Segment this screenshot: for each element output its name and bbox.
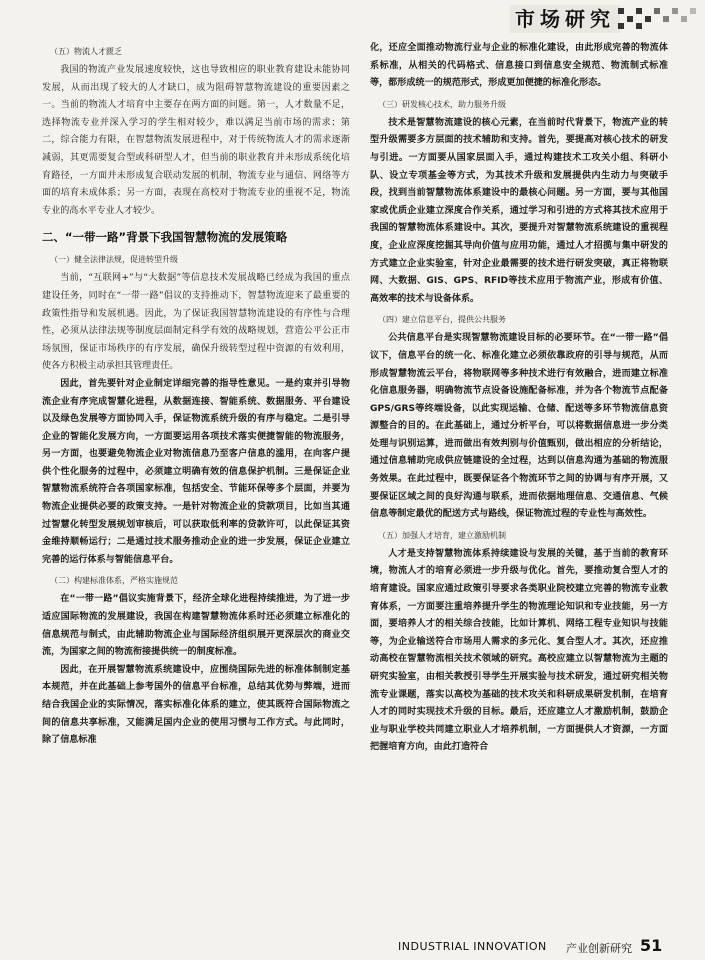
- section-title: 市场研究: [510, 5, 620, 33]
- subsection-heading: （五）物流人才匮乏: [50, 47, 122, 56]
- paragraph: 当前，“互联网+”与“大数据”等信息技术发展战略已经成为我国的重点建设任务，同时在“一带一路”倡议的支持推动下，智慧物流迎来了最重要的政策性指导和发展机遇。因此，为了保证我国智慧物流建设的有序性与合理性，必须从法律法规等制度层面制定科学有效的战略规划，营造公平公正市场氛围，保证市场秩序的有序发展，确保升级转型过程中资源的有效利用，使各方积极主动承担其管理责任。: [42, 273, 350, 372]
- paragraph: 技术是智慧物流建设的核心元素，在当前时代背景下，物流产业的转型升级需要多方层面的技术辅助和支持。首先，要提高对核心技术的研发与引进。一方面要从国家层面入手，通过构建技术工攻关小组、科研小队、设立专项基金等方式，为其技术升级和发展提供内生动力与突破手段，找到当前智慧物流体系建设中的最核心问题。另一方面，要与其他国家或优质企业建立深度合作关系，通过学习和引进的方式将其技术应用于我国的智慧物流体系建设中。其次，要提升对智慧物流系统建设的重视程度，企业应深度挖掘其导向价值与应用功能，通过人才招揽与集中研发的方式建立企业实验室，针对企业最需要的技术进行研发突破，真正将物联网、大数据、GIS、GPS、RFID等技术应用于物流产业，形成有价值、高效率的技术与设备体系。: [370, 117, 668, 304]
- paragraph: 因此，首先要针对企业制定详细完善的指导性意见。一是约束并引导物流企业有序完成智慧化进程，从数据连接、智能系统、数据服务、平台建设以及绿色发展等方面协同入手，保证物流系统升级的有序与稳定。二是引导企业的智能化发展方向，一方面要运用各项技术落实便捷智能的物流服务，另一方面，也要避免物流企业对物流信息乃至客户信息的滥用，在向客户提供个性化服务的过程中，必须建立明确有效的信息保护机制。三是保证企业智慧物流系统符合各项国家标准，包括安全、节能环保等多个层面，并要为物流企业提供必要的政策支持。一是针对物流企业的贷款项目，比如当其通过智慧化转型发展规划审核后，可以获取低利率的贷款许可，以此保证其资金维持顺畅运行；二是通过技术服务推动企业的进一步发展，保证企业建立完善的运行体系与智能信息平台。: [42, 378, 350, 565]
- page-number: 51: [640, 936, 663, 955]
- subsection-heading: （五）加强人才培育，建立激励机制: [378, 530, 506, 540]
- paragraph: 因此，在开展智慧物流系统建设中，应围绕国际先进的标准体制制定基本规范，并在此基础上参考国外的信息平台标准，总结其优势与弊端，进而结合我国企业的实际情况，落实标准化体系的建立，使其既符合国际物流之间的信息共享标准，又能满足国内企业的使用习惯与工作方式。与此同时，除了信息标准: [42, 664, 350, 746]
- journal-name-en: INDUSTRIAL INNOVATION: [398, 940, 547, 953]
- paragraph: 化，还应全面推动物流行业与企业的标准化建设，由此形成完善的物流体系标准，从相关的代码格式、信息接口到信息安全规范、物流制式标准等，都形成统一的规范形式，形成更加便捷的标准化形态。: [370, 43, 668, 89]
- subsection-heading: （一）健全法律法规，促进转型升级: [50, 255, 178, 265]
- section-heading: 二、“一带一路”背景下我国智慧物流的发展策略: [42, 230, 288, 245]
- paragraph: 在“一带一路”倡议实施背景下，经济全球化进程持续推进，为了进一步适应国际物流的发展建设，我国在构建智慧物流体系时还必须建立标准化的信息规范与制式，由此辅助物流企业与国际经济组织展开更深层次的商业交流，为国家之间的物流衔接提供统一的制度标准。: [42, 594, 350, 658]
- paragraph: 公共信息平台是实现智慧物流建设目标的必要环节。在“一带一路”倡议下，信息平台的统一化、标准化建立必须依靠政府的引导与规范，从而形成智慧物流云平台，将物联网等多种技术进行有效融合，进而建立标准化信息服务器，明确物流节点设备设施配备标准，并为各个物流节点配备GPS/GRS等终端设备，以此实现运输、仓储、配送等多环节物流信息资源整合的目的。在此基础上，通过分析平台，可以将数据信息进一步分类处理与识别运算，进而做出有效判别与价值甄别，做出相应的分析结论，通过信息辅助完成供应链建设的全过程，达到以信息沟通为基础的物流服务效果。在此过程中，既要保证各个物流环节之间的协调与有序开展，又要保证区域之间的良好沟通与联系，进而依据地理信息、交通信息、气候信息等制定最优的配送方式与路线，保证物流过程的专业性与高效性。: [370, 333, 668, 520]
- left-column: [42, 40, 350, 940]
- right-column: [370, 40, 668, 940]
- paragraph: 人才是支持智慧物流体系持续建设与发展的关键，基于当前的教育环境，物流人才的培育必须进一步升级与优化。首先，要推动复合型人才的培育建设。国家应通过政策引导要求各类职业院校建立完善的物流专业教育体系，一方面要注重培养提升学生的物流理论知识和专业技能，另一方面，要培养人才的相关综合技能，比如计算机、网络工程专业知识与技能等，为企业输送符合市场用人需求的多元化、复合型人才。其次，还应推动高校在智慧物流相关技术领域的研究。高校应建立以智慧物流为主题的研究实验室，由相关教授引导学生开展实验与技术研发，通过研究相关物流专业课题，落实以高校为基础的技术攻关和科研成果研发机制，在培育人才的同时实现技术升级的目标。最后，还应建立人才激励机制，鼓励企业与职业学校共同建立职业人才培养机制，一方面提供人才资源，一方面把握培育方向，由此打造符合: [370, 548, 668, 753]
- subsection-heading: （四）建立信息平台，提供公共服务: [378, 315, 506, 325]
- subsection-heading: （二）构建标准体系，严格实施规范: [50, 576, 178, 586]
- page-footer: [398, 936, 668, 956]
- paragraph: 我国的物流产业发展速度较快，这也导致相应的职业教育建设未能协同发展，从而出现了较大的人才缺口，成为阻碍智慧物流建设的重要因素之一。当前的物流人才培育中主要存在两方面的问题。第一，人才数量不足，选择物流专业并深入学习的学生相对较少，难以满足当前市场的需求；第二，综合能力有限，在智慧物流发展进程中，对于传统物流人才的需求逐渐减弱，其更需要复合型或科研型人才，但当前的职业教育并未形成系统化培育路径，一方面并未形成复合联动发展的机制，物流专业与通信、网络等方面的培育未成体系；另一方面，表现在高校对于物流专业的重视不足，物流专业的高水平专业人才较少。: [42, 65, 350, 216]
- header-dot-pattern: [618, 6, 702, 30]
- subsection-heading: （三）研发核心技术，助力服务升级: [378, 99, 506, 109]
- journal-name-zh: 产业创新研究: [566, 942, 632, 955]
